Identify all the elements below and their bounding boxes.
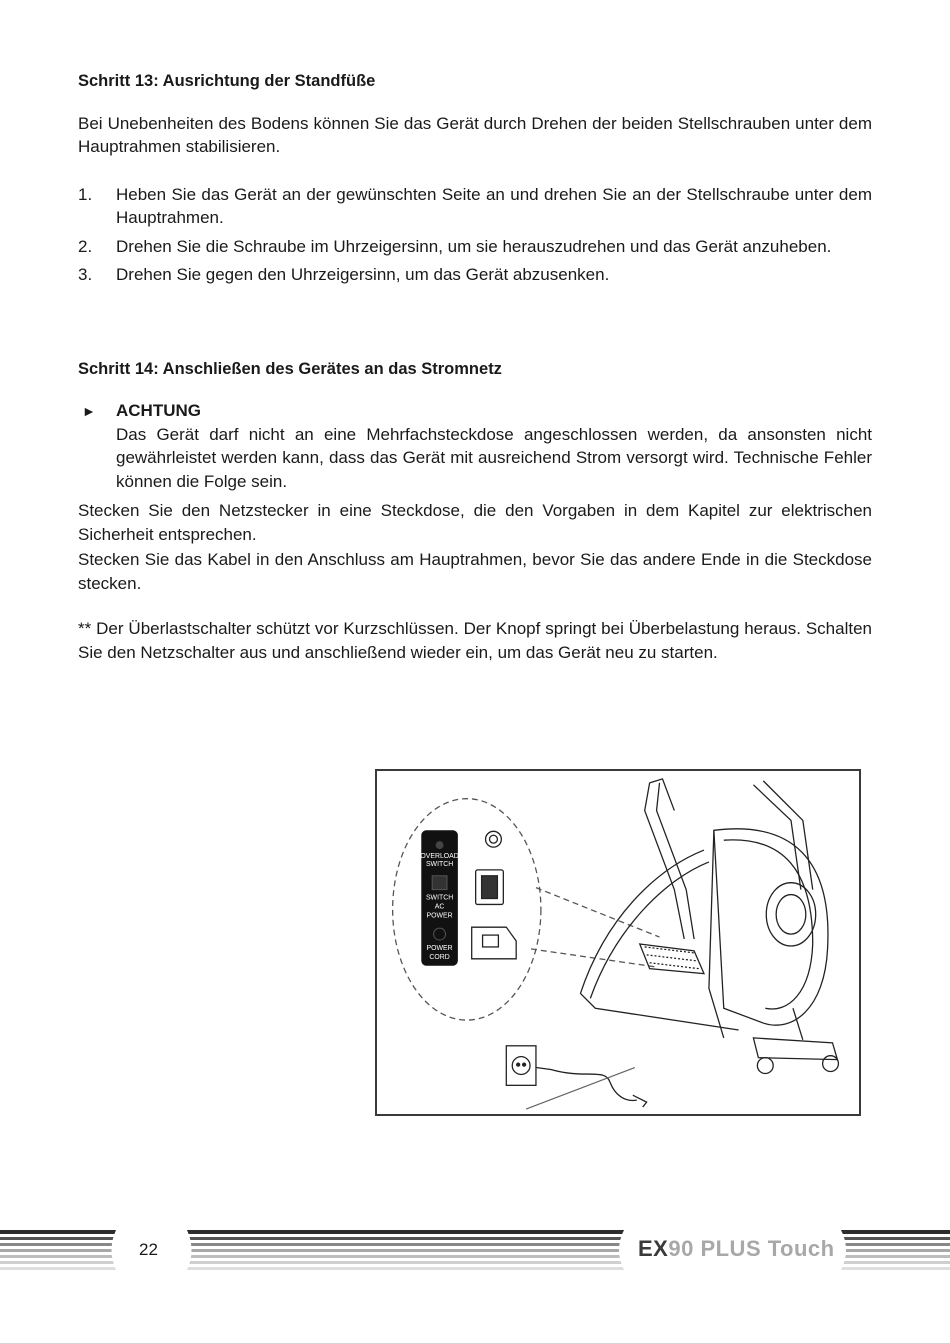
section-13-intro: Bei Unebenheiten des Bodens können Sie das Gerät durch Drehen der beiden Stellschrauben unter dem Hauptrahmen stabilisieren. (78, 113, 872, 156)
model-name (638, 1236, 835, 1262)
page-number: 22 (139, 1240, 158, 1259)
model-prefix: EX (638, 1236, 669, 1261)
step-number: 1. (78, 184, 93, 204)
section-14-heading: Schritt 14: Anschließen des Gerätes an das Stromnetz (78, 359, 502, 378)
step-number: 2. (78, 236, 93, 256)
label-switch-3: POWER (426, 912, 453, 920)
warning-title: ACHTUNG (116, 401, 201, 420)
label-switch-1: SWITCH (425, 894, 454, 902)
power-connection-illustration (375, 769, 861, 1116)
power-paragraph-1: Stecken Sie den Netzstecker in eine Steckdose, die den Vorgaben in dem Kapitel zur elektrischen Sicherheit entsprechen. (78, 501, 872, 544)
switch-icon (432, 876, 447, 890)
step-text: Drehen Sie gegen den Uhrzeigersinn, um das Gerät abzusenken. (116, 265, 610, 284)
step-text: Drehen Sie die Schraube im Uhrzeigersinn, um sie herauszudrehen und das Gerät anzuheben. (116, 236, 832, 256)
label-overload-1: OVERLOAD (420, 852, 459, 860)
section-13-steps (78, 183, 872, 287)
label-overload-2: SWITCH (425, 860, 454, 868)
label-cord-2: CORD (429, 953, 450, 961)
overload-button-icon (436, 841, 444, 849)
list-item (78, 235, 872, 259)
label-switch-2: AC (434, 903, 445, 911)
list-item (78, 263, 872, 287)
overload-note: ** Der Überlastschalter schützt vor Kurzschlüssen. Der Knopf springt bei Überbelastung heraus. Schalten Sie den Netzschalter aus und anschließend wieder ein, um das Gerät neu zu starten. (78, 619, 872, 662)
page-content (78, 70, 872, 664)
list-item (78, 183, 872, 230)
step-number: 3. (78, 265, 93, 284)
power-paragraph-2: Stecken Sie das Kabel in den Anschluss am Hauptrahmen, bevor Sie das andere Ende in die Steckdose stecken. (78, 550, 872, 593)
model-suffix: 90 PLUS Touch (668, 1236, 835, 1261)
label-cord-1: POWER (426, 944, 453, 952)
arrow-right-icon: ► (82, 403, 96, 419)
elliptical-trainer-drawing (377, 771, 859, 1114)
warning-block (78, 399, 872, 493)
warning-text: Das Gerät darf nicht an eine Mehrfachsteckdose angeschlossen werden, da ansonsten nicht gewährleistet werden kann, dass das Gerät mit ausreichend Strom versorgt wird. Technische Fehler können die Folge sein. (116, 424, 872, 491)
step-text: Heben Sie das Gerät an der gewünschten Seite an und drehen Sie an der Stellschraube unter dem Hauptrahmen. (116, 184, 872, 227)
section-13-heading: Schritt 13: Ausrichtung der Standfüße (78, 72, 376, 90)
